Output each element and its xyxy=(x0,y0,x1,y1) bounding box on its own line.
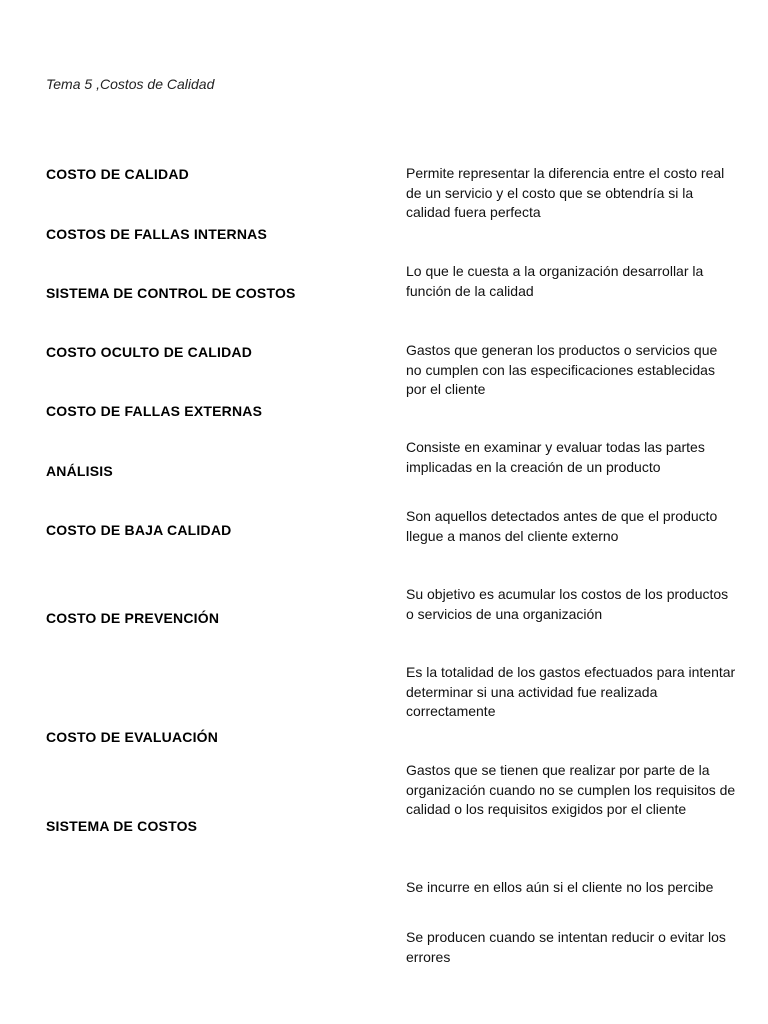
definition-item: Gastos que se tienen que realizar por parte de la organización cuando no se cumplen los requisitos de calidad o los requisitos exigidos por el cliente xyxy=(406,762,736,817)
term-costo-de-evaluacion: COSTO DE EVALUACIÓN xyxy=(46,729,219,745)
definition-item: Son aquellos detectados antes de que el producto llegue a manos del cliente externo xyxy=(406,508,718,544)
term-costo-de-baja-calidad: COSTO DE BAJA CALIDAD xyxy=(46,522,232,538)
term-costo-oculto-de-calidad: COSTO OCULTO DE CALIDAD xyxy=(46,344,253,360)
term-analisis: ANÁLISIS xyxy=(46,463,113,479)
term-sistema-de-control-de-costos: SISTEMA DE CONTROL DE COSTOS xyxy=(46,285,296,301)
definition-item: Gastos que generan los productos o servicios que no cumplen con las especificaciones establecidas por el cliente xyxy=(406,342,718,397)
definition-item: Lo que le cuesta a la organización desarrollar la función de la calidad xyxy=(406,263,704,299)
definition-item: Es la totalidad de los gastos efectuados para intentar determinar si una actividad fue realizada correctamente xyxy=(406,664,736,719)
definition-item: Su objetivo es acumular los costos de los productos o servicios de una organización xyxy=(406,586,729,622)
term-sistema-de-costos: SISTEMA DE COSTOS xyxy=(46,818,198,834)
definition-item: Permite representar la diferencia entre el costo real de un servicio y el costo que se obtendría si la calidad fuera perfecta xyxy=(406,165,725,220)
term-costo-de-prevencion: COSTO DE PREVENCIÓN xyxy=(46,610,220,626)
definition-item: Se producen cuando se intentan reducir o evitar los errores xyxy=(406,929,726,965)
term-costos-de-fallas-internas: COSTOS DE FALLAS INTERNAS xyxy=(46,226,267,242)
document-title: Tema 5 ,Costos de Calidad xyxy=(46,76,215,92)
definition-item: Se incurre en ellos aún si el cliente no los percibe xyxy=(406,879,714,895)
term-costo-de-fallas-externas: COSTO DE FALLAS EXTERNAS xyxy=(46,403,263,419)
term-costo-de-calidad: COSTO DE CALIDAD xyxy=(46,166,189,182)
definition-item: Consiste en examinar y evaluar todas las partes implicadas en la creación de un producto xyxy=(406,439,705,475)
